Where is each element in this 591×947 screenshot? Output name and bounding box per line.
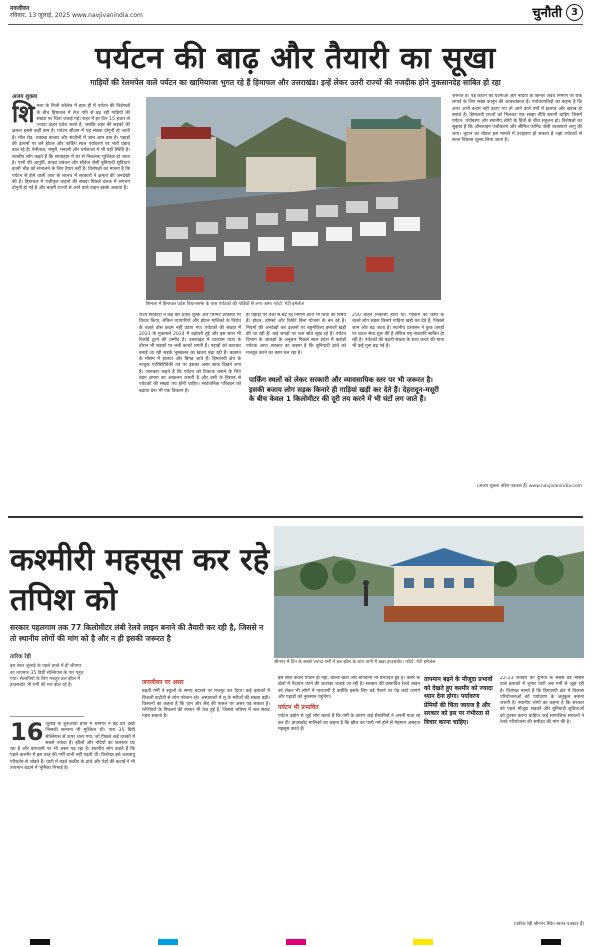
story2-side-box-text: इस साल जुलाई के पहले हफ्ते में ही श्रीनगर का तापमान 35 डिग्री सेल्सियस के पार पहुंच गया। सैलानियों के लिए मशहूर डल झील में हाउसबोट भी गर्मी की मार झेल रहे हैं। xyxy=(10,664,84,689)
story1-column-2 xyxy=(139,313,241,503)
publication-name: नवजीवन xyxy=(10,5,30,12)
story2-photo-houseboat xyxy=(274,526,584,658)
story2-col3-subhead: पर्यटन भी प्रभावित xyxy=(278,704,319,712)
story1-author-note: (अजय शुक्ला वरिष्ठ पत्रकार हैं) www.navjivanindia.com xyxy=(477,484,582,489)
header-rule xyxy=(8,24,583,25)
story2-col3-text: इस साल केवल पर्यटन ही नहीं, बल्कि खेती और बागवानी भी प्रभावित हुई है। केसर के खेतों में पैदावार घटने की आशंका जताई जा रही है। सरकार की प्रस्तावित रेलवे लाइन को लेकर भी लोगों में नाराजगी है क्योंकि इसके लिए बड़े पैमाने पर पेड़ काटे जाएंगे और पहाड़ों को नुकसान पहुंचेगा। xyxy=(278,676,420,700)
story2-byline: तारिक रेही xyxy=(10,654,31,660)
story2-author-note: (तारिक रेही श्रीनगर स्थित स्वतंत्र पत्रकार हैं) xyxy=(513,922,584,927)
story1-photo-caption: शिमला में हिमाचल प्रदेश विधानसभा के पास पर्यटकों की गाड़ियों से लगा जाम। फोटो: गेटी इमेजेज xyxy=(146,302,441,309)
color-swatch-cyan xyxy=(158,939,178,945)
print-color-bar xyxy=(0,939,591,947)
story2-col1-text: जुलाई के शुरुआती हफ्ते में श्रीनगर ने वह दौर देखा जिसकी कल्पना भी मुश्किल थी। पारा 35 डिग्री सेल्सियस से ऊपर चला गया, जो पिछले कई दशकों में सबसे ज्यादा है। झीलों और नदियों का जलस्तर घट रहा है और बागवानी पर भी असर पड़ रहा है। स्थानीय लोग कहते हैं कि पहले कश्मीर में इस तरह की गर्मी कभी नहीं पड़ती थी। विशेषज्ञ इसे जलवायु परिवर्तन से जोड़ते हैं। घाटी में बढ़ते कंक्रीट के ढांचे और पेड़ों की कटाई ने भी तापमान बढ़ाने में भूमिका निभाई है। xyxy=(10,722,135,772)
story1-col4-text: 250 वाहन निकासी होता था। पार्किंग की कमी के चलते लोग सड़क किनारे गाड़ियां खड़ी कर देते हैं, जिससे जाम और बढ़ जाता है। स्थानीय प्रशासन ने कुछ जगहों पर शटल सेवा शुरू की है लेकिन यह नाकाफी साबित हो रही है। पर्यटकों की बढ़ती संख्या के साथ कचरे की मात्रा भी कई गुना बढ़ गई है। xyxy=(352,313,444,350)
website-link[interactable]: www.navjivanindia.com xyxy=(72,12,143,19)
story2-deck: सरकार पहलगाम तक 77 किलोमीटर लंबी रेलवे लाइन बनाने की तैयारी कर रही है, जिससे न तो स्थानीय लोगों की मांग को है और न ही इसकी जरूरत है xyxy=(10,623,264,643)
story-divider xyxy=(8,516,583,518)
story1-headline: पर्यटन की बाढ़ और तैयारी का सूखा xyxy=(95,41,496,76)
story2-col3-text2: पर्यटन उद्योग से जुड़े लोग बताते हैं कि गर्मी के कारण कई सैलानियों ने अपनी यात्रा रद्द कर दी। हाउसबोट मालिकों का कहना है कि झील का पानी गर्म होने से मेहमान असहज महसूस करते हैं। xyxy=(278,714,420,733)
section-header xyxy=(532,3,583,21)
story1-col2-text: राज्य सरकारों ने कई बार प्रवेश शुल्क और परमिट व्यवस्था पर विचार किया, लेकिन व्यापारियों और होटल मालिकों के विरोध के चलते ठोस कदम नहीं उठाए गए। पर्यटकों की संख्या में 2023 के मुकाबले 2024 में बढ़ोतरी हुई और इस साल भी रिकॉर्ड टूटने की उम्मीद है। उत्तराखंड में चारधाम यात्रा के दौरान भी सड़कों पर लंबी कतारें लगती हैं। पहाड़ों को काटकर बनाई जा रही सड़कें भूस्खलन का खतरा बढ़ा रही हैं। बरसात के मौसम में हालात और बिगड़ जाते हैं। हिमालयी क्षेत्र के नाजुक पारिस्थितिकी तंत्र पर इसका असर साफ दिखने लगा है। जानकार कहते हैं कि पर्यटन को टिकाऊ बनाने के लिए वहन क्षमता का आकलन जरूरी है और उसी के हिसाब से पर्यटकों की संख्या तय होनी चाहिए। सार्वजनिक परिवहन को बढ़ावा देना भी एक विकल्प है। xyxy=(139,313,241,394)
story2-col2-text: बढ़ती गर्मी ने स्कूलों के समय बदलने पर मजबूर कर दिया। कई इलाकों में बिजली कटौती से लोग परेशान रहे। अस्पतालों में लू के मरीजों की संख्या बढ़ी। किसानों का कहना है कि धान और सेब की फसल पर असर पड़ सकता है। ग्लेशियरों के पिघलने की रफ्तार भी तेज हुई है, जिससे भविष्य में जल संकट गहरा सकता है। xyxy=(142,689,270,720)
date-line: रविवार, 13 जुलाई, 2025 xyxy=(10,12,71,19)
story1-deck: गाड़ियों की रेलमपेल वाले पर्यटन का खामियाजा भुगत रहे हैं हिमाचल और उत्तराखंड। इन्हें लेकर उतरी राज्यों की नजदीक होने नुकसानदेह साबित हो रहा xyxy=(90,78,501,87)
story1-column-4 xyxy=(352,313,444,368)
story2-column-2 xyxy=(142,676,270,932)
color-swatch-black xyxy=(30,939,50,945)
masthead-info xyxy=(10,5,143,19)
story1-dropcap: शि xyxy=(12,100,35,129)
color-swatch-yellow xyxy=(413,939,433,945)
story1-column-1 xyxy=(12,94,130,504)
story2-pull-quote: तापमान बढ़ने के मौजूदा प्रभावों को देखते हुए कश्मीर को ज्यादा ध्यान देना होगा। पर्यावरण प्रेमियों की चिंता जायज है और सरकार को इस पर गंभीरता से विचार करना चाहिए। xyxy=(424,676,493,726)
story2-column-1 xyxy=(10,722,135,932)
story1-col5-text: जरूरत है। पेड़ काटने की घटनाओं और नदियों के किनारे अवैध निर्माण पर रोक लगाने के लिए सख्त कानून की आवश्यकता है। पर्यावरणविदों का कहना है कि अगर अभी कदम नहीं उठाए गए तो आने वाले वर्षों में हालात और खराब हो सकते हैं। हिमालयी राज्यों को मिलकर एक साझा नीति बनानी चाहिए जिसमें पर्यटन, पर्यावरण और स्थानीय लोगों के हितों के बीच संतुलन हो। विशेषज्ञों का सुझाव है कि ऑनलाइन पंजीकरण और सीमित परमिट जैसी व्यवस्थाएं लागू की जाएं। भूटान का मॉडल इस मामले में उदाहरण हो सकता है जहां पर्यटकों से सतत विकास शुल्क लिया जाता है। xyxy=(452,94,582,144)
story1-col3-text: ही पहाड़ों पर तेजी से बढ़ रहे निर्माण कार्य भी चिंता का विषय हैं। होटल, होमस्टे और रिसॉर्ट बिना योजना के बन रहे हैं। नियमों की अनदेखी कर ढलानों पर बहुमंजिला इमारतें खड़ी की जा रही हैं। कई जगहों पर जल स्रोत सूख रहे हैं। पर्यटन विभाग के आंकड़ों के अनुसार पिछले साल प्रदेश में करोड़ों पर्यटक आए। सरकार का कहना है कि बुनियादी ढांचे को मजबूत करने का काम चल रहा है। xyxy=(246,313,346,356)
story1-column-5 xyxy=(452,94,582,464)
story2-col2-subhead: जनजीवन पर असर xyxy=(142,679,184,686)
section-name: चुनौती xyxy=(532,6,562,21)
story1-byline: अजय शुक्ला xyxy=(12,94,38,100)
color-swatch-magenta xyxy=(286,939,306,945)
story2-photo-caption: श्रीनगर में दिन के सबसे ज्यादा गर्मी में डल झील के शांत पानी में खड़ा हाउसबोट। फोटो: गेटी इमेजेज xyxy=(274,660,584,667)
story1-photo-traffic-jam xyxy=(146,97,441,300)
story1-col1-text: मला के निजी कॉलेज में हाल ही में पर्यटन की विशेषज्ञों के बीच हिमाचल में तेज गति से बढ़ रही गाड़ियों की संख्या पर चिंता जताई गई। शहर में हर दिन 15 हजार से ज्यादा वाहन प्रवेश करते हैं, जबकि शहर की सड़कों की क्षमता इससे कहीं कम है। पर्यटन सीजन में यह संख्या दोगुनी हो जाती है। मॉल रोड, लक्कड़ बाजार और संजौली में जाम आम बात है। पहाड़ों की ढलानों पर बने होटल और पार्किंग स्थल पर्यावरण पर भारी दबाव डाल रहे हैं। नैनीताल, मसूरी, मनाली और धर्मशाला में भी यही स्थिति है। स्थानीय लोग कहते हैं कि सप्ताहांत में घर से निकलना मुश्किल हो जाता है। पानी की आपूर्ति, कचरा प्रबंधन और सीवेज जैसी बुनियादी सुविधाएं इतनी भीड़ को संभालने के लिए तैयार नहीं हैं। विशेषज्ञों का मानना है कि पर्यटन से होने वाली आय के लालच में सरकारों ने क्षमता की अनदेखी की है। हिमाचल में पंजीकृत वाहनों की संख्या पिछले दशक में लगभग दोगुनी हो गई है और बाहरी राज्यों से आने वाले वाहन इसके अलावा हैं। xyxy=(12,104,130,192)
story2-column-3 xyxy=(278,676,420,932)
page-number: 3 xyxy=(566,4,583,21)
story2-headline: कश्मीरी महसूस कर रहे तपिश को xyxy=(10,542,270,618)
story2-side-box xyxy=(10,654,84,717)
story2-column-4 xyxy=(500,676,584,916)
color-swatch-black-2 xyxy=(541,939,561,945)
story1-column-3 xyxy=(246,313,346,363)
story2-dropcap: 16 xyxy=(10,722,44,746)
story1-pull-quote: पार्किंग स्थलों को लेकर सरकारी और व्यावसायिक स्तर पर भी जरूरत है। इसकी बजाय लोग सड़क किनारे ही गाड़ियां खड़ी कर देते हैं। देहरादून-मसूरी के बीच केवल 1 किलोमीटर की दूरी तय करने में भी घंटों लग जाते हैं। xyxy=(249,376,439,403)
story2-col4-text: 22-23 जनवरी को दुनिया के सबसे ठंडे मौसम वाले इलाकों में शुमार घाटी अब गर्मी से जूझ रही है। विशेषज्ञ मानते हैं कि हिमालयी क्षेत्र में विकास परियोजनाओं को पर्यावरण के अनुकूल बनाना जरूरी है। स्थानीय लोगों का कहना है कि सरकार को पहले मौजूदा सड़कों और बुनियादी सुविधाओं को दुरुस्त करना चाहिए। कई सामाजिक संगठनों ने रेलवे परियोजना की समीक्षा की मांग की है। xyxy=(500,676,584,726)
